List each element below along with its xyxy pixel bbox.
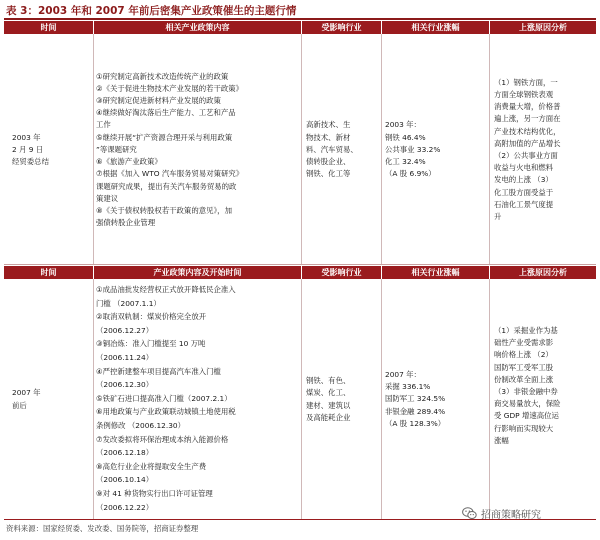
source-note: 资料来源：国家经贸委、发改委、国务院等，招商证券整理 bbox=[6, 524, 199, 533]
s2-header-reason: 上涨原因分析 bbox=[490, 266, 596, 279]
s1-industry-line: 料、汽车贸易、 bbox=[306, 144, 358, 154]
s2-policy-line: （2006.12.27） bbox=[96, 325, 154, 335]
s2-industry-line: 钢铁、有色、 bbox=[306, 376, 351, 386]
s2-policy-line: ⑤铁矿石进口提高准入门槛（2007.2.1） bbox=[96, 393, 232, 403]
s1-gain-line: 化工 32.4% bbox=[385, 157, 426, 167]
s1-policy-line: ⑥《旅游产业政策》 bbox=[96, 157, 162, 167]
s2-industry-line: 及高能耗企业 bbox=[306, 412, 351, 422]
s1-reason-line: 高附加值的产品增长 bbox=[494, 138, 561, 148]
s2-reason-cell bbox=[494, 281, 595, 491]
s2-header-policy: 产业政策内容及开始时间 bbox=[94, 266, 301, 279]
s1-policy-line: ⑦根据《加入 WTO 汽车服务贸易对策研究》 bbox=[96, 169, 244, 179]
column-divider bbox=[381, 34, 382, 265]
s1-reason-line: 收益与火电和燃料 bbox=[494, 163, 554, 173]
s2-reason-line: 行影响而实现较大 bbox=[494, 423, 554, 433]
s1-policy-line: ”等课题研究 bbox=[96, 144, 137, 154]
s2-time-line: 2007 年 bbox=[12, 388, 41, 398]
s2-reason-line: 响价格上涨 （2） bbox=[494, 350, 553, 360]
s2-reason-line: （1）采掘业作为基 bbox=[494, 325, 558, 335]
s2-time-line: 前后 bbox=[12, 400, 27, 410]
s2-policy-line: ④严控新建整车项目提高汽车准入门槛 bbox=[96, 366, 221, 376]
s2-gain-line: 国防军工 324.5% bbox=[385, 394, 446, 404]
s2-policy-line: （2006.12.30） bbox=[96, 380, 154, 390]
s2-reason-line: 涨幅 bbox=[494, 435, 509, 445]
s1-policy-line: ⑧《关于债权转股权若干政策的意见》，加 bbox=[96, 205, 232, 215]
s2-time-cell bbox=[6, 281, 91, 518]
s1-policy-line: 强债转股企业管理 bbox=[96, 218, 156, 228]
s1-header-time: 时间 bbox=[4, 21, 93, 34]
s1-time-line: 经贸委总结 bbox=[12, 157, 49, 167]
s1-policy-line: ⑤继续开展“扩产资源合理开采与利用政策 bbox=[96, 132, 233, 142]
s2-reason-line: 商交易量放大，保险 bbox=[494, 399, 561, 409]
s2-header-industry: 受影响行业 bbox=[302, 266, 381, 279]
s1-reason-line: 产业技术结构优化， bbox=[494, 126, 561, 136]
s2-reason-line: （3）非银金融中券 bbox=[494, 387, 558, 396]
s1-policy-cell bbox=[96, 36, 300, 264]
s1-policy-line: ①研究制定高新技术改造传统产业的政策 bbox=[96, 71, 229, 81]
column-divider bbox=[301, 279, 302, 519]
s2-policy-line: （2006.11.24） bbox=[96, 352, 154, 362]
s2-policy-line: 条例修改 （2006.12.30） bbox=[96, 420, 186, 430]
column-divider bbox=[93, 34, 94, 265]
column-divider bbox=[381, 279, 382, 519]
s1-header-gain: 相关行业涨幅 bbox=[382, 21, 489, 34]
s2-reason-line: 份制改革全面上涨 bbox=[494, 374, 554, 384]
s2-gain-cell bbox=[385, 281, 488, 518]
s1-industry-cell bbox=[306, 36, 380, 264]
s2-policy-line: （2006.12.18） bbox=[96, 448, 154, 458]
table-title: 表 3：2003 年和 2007 年前后密集产业政策催生的主题行情 bbox=[6, 5, 297, 17]
column-divider bbox=[93, 279, 94, 519]
s2-gain-line: （A 股 128.3%） bbox=[385, 418, 446, 428]
s2-industry-line: 建材、建筑以 bbox=[306, 400, 351, 410]
s2-gain-line: 2007 年： bbox=[385, 369, 421, 379]
s1-reason-cell bbox=[494, 36, 595, 264]
s2-policy-line: ②取消双轨制：煤炭价格完全放开 bbox=[96, 312, 207, 322]
s1-industry-line: 物技术、新材 bbox=[306, 132, 351, 142]
s2-policy-line: （2006.10.14） bbox=[96, 475, 154, 485]
s1-reason-line: 发电的上涨 （3） bbox=[494, 175, 553, 185]
s1-time-cell bbox=[6, 36, 91, 264]
column-divider bbox=[489, 279, 490, 519]
s1-gain-line: 公共事业 33.2% bbox=[385, 144, 441, 154]
s1-reason-line: 方面全球钢铁表观 bbox=[494, 89, 554, 99]
s2-gain-line: 采掘 336.1% bbox=[385, 382, 431, 392]
s1-header-policy: 相关产业政策内容 bbox=[94, 21, 301, 34]
s1-reason-line: 石油化工景气度提 bbox=[494, 199, 554, 209]
s1-policy-line: ②《关于促进生物技术产业发展的若干政策》 bbox=[96, 83, 244, 93]
s1-reason-line: 遍上涨，另一方面在 bbox=[494, 114, 561, 124]
s1-gain-cell bbox=[385, 36, 488, 264]
s2-policy-cell bbox=[96, 281, 300, 518]
watermark-text: 招商策略研究 bbox=[481, 509, 541, 521]
s2-header-gain: 相关行业涨幅 bbox=[382, 266, 489, 279]
s1-reason-line: 升 bbox=[494, 212, 502, 222]
s1-reason-line: （2）公共事业方面 bbox=[494, 151, 558, 160]
wechat-icon bbox=[462, 507, 477, 520]
column-divider bbox=[301, 34, 302, 265]
s1-policy-line: ④继续做好淘汰落后生产能力、工艺和产品 bbox=[96, 108, 236, 118]
s1-reason-line: （1）钢铁方面，一 bbox=[494, 77, 558, 87]
s2-policy-line: ⑨对 41 种货物实行出口许可证管理 bbox=[96, 488, 213, 498]
s1-industry-line: 债转股企业、 bbox=[306, 157, 351, 167]
s1-gain-line: 2003 年： bbox=[385, 120, 421, 130]
section-divider bbox=[4, 264, 596, 265]
s1-time-line: 2 月 9 日 bbox=[12, 144, 44, 154]
column-divider bbox=[489, 34, 490, 265]
s2-reason-line: 础性产业受需求影 bbox=[494, 338, 554, 348]
s1-reason-line: 化工股方面受益于 bbox=[494, 187, 554, 197]
s2-header-time: 时间 bbox=[4, 266, 93, 279]
s1-header-industry: 受影响行业 bbox=[302, 21, 381, 34]
watermark bbox=[462, 506, 541, 520]
s2-policy-line: ⑧高危行业企业将提取安全生产费 bbox=[96, 461, 207, 471]
s1-industry-line: 高新技术、生 bbox=[306, 120, 351, 130]
s2-policy-line: 门槛 （2007.1.1） bbox=[96, 298, 161, 308]
s1-policy-line: 策建议 bbox=[96, 193, 119, 203]
s2-gain-line: 非银金融 289.4% bbox=[385, 406, 446, 416]
s1-industry-line: 钢铁、化工等 bbox=[306, 169, 351, 179]
s2-policy-line: ⑥用地政策与产业政策联动城镇土地使用税 bbox=[96, 407, 236, 417]
s2-industry-line: 煤炭、化工、 bbox=[306, 388, 351, 398]
s2-policy-line: ①成品油批发经营权正式放开降低民企准入 bbox=[96, 285, 236, 294]
s2-reason-line: 国防军工受军工股 bbox=[494, 362, 554, 372]
s2-reason-line: 受 GDP 增速高位运 bbox=[494, 411, 559, 421]
s1-reason-line: 消费量大增，价格普 bbox=[494, 102, 561, 112]
s1-gain-line: 钢铁 46.4% bbox=[385, 132, 426, 142]
s2-policy-line: ③铜冶炼：准入门槛提至 10 万吨 bbox=[96, 339, 206, 349]
s1-policy-line: 课题研究成果，提出有关汽车服务贸易的政 bbox=[96, 181, 237, 191]
s2-policy-line: （2006.12.22） bbox=[96, 502, 154, 512]
s1-header-reason: 上涨原因分析 bbox=[490, 21, 596, 34]
title-rule bbox=[4, 18, 596, 20]
s1-policy-line: ③研究制定促进新材料产业发展的政策 bbox=[96, 96, 221, 106]
s1-time-line: 2003 年 bbox=[12, 132, 41, 142]
s2-policy-line: ⑦发改委拟将环保治理成本纳入能源价格 bbox=[96, 434, 229, 444]
s1-policy-line: 工作 bbox=[96, 120, 111, 130]
s2-industry-cell bbox=[306, 281, 380, 518]
s1-gain-line: （A 股 6.9%） bbox=[385, 169, 436, 179]
